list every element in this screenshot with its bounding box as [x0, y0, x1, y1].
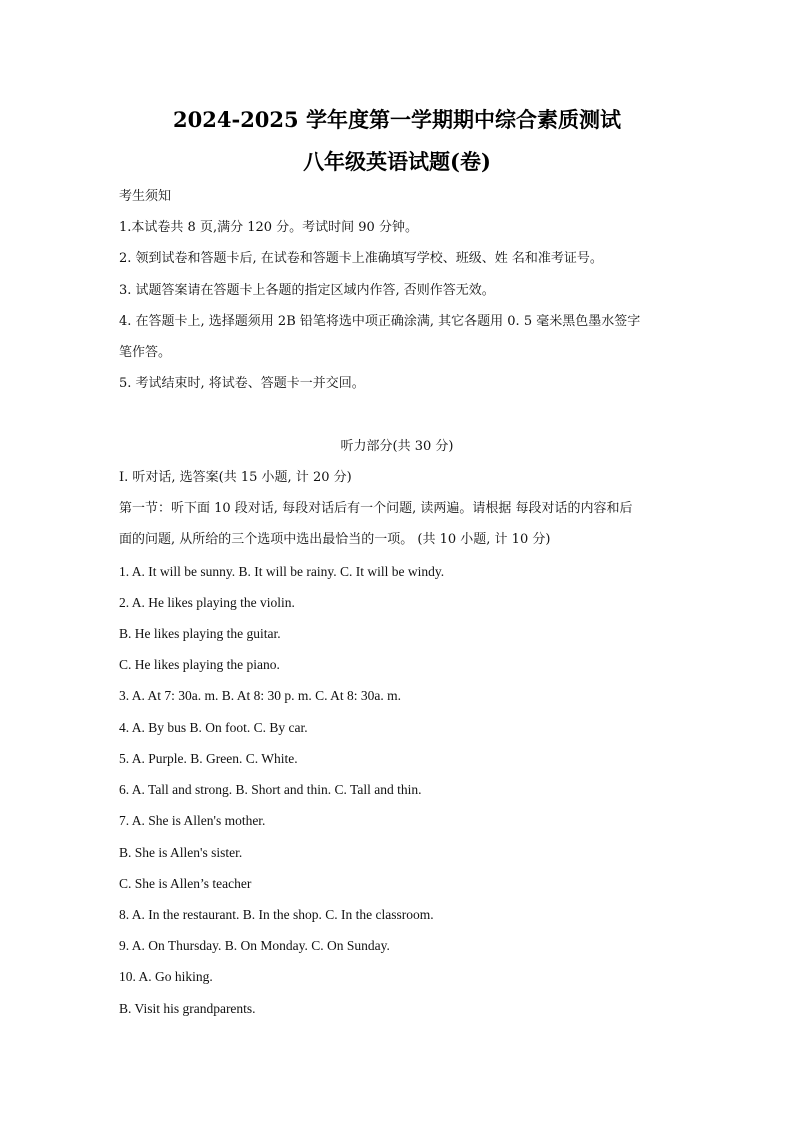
question-option: B. She is Allen's sister. [119, 845, 243, 860]
listening-part-title: 听力部分(共 30 分) [340, 439, 454, 454]
question-line: 8. A. In the restaurant. B. In the shop. C. In the classroom. [119, 907, 434, 922]
question-option: C. She is Allen’s teacher [119, 876, 252, 891]
question-line: 3. A. At 7: 30a. m. B. At 8: 30 p. m. C. At 8: 30a. m. [119, 688, 402, 703]
question-line: 10. A. Go hiking. [119, 969, 213, 984]
question-option: B. He likes playing the guitar. [119, 626, 281, 641]
notice-heading: 考生须知 [119, 189, 172, 204]
question-line: 1. A. It will be sunny. B. It will be rainy. C. It will be windy. [119, 564, 445, 579]
notice-item: 4. 在答题卡上, 选择题须用 2B 铅笔将选中项正确涂满, 其它各题用 0. 5 毫米黑色墨水签字 [119, 314, 641, 329]
notice-item: 3. 试题答案请在答题卡上各题的指定区域内作答, 否则作答无效。 [119, 283, 495, 298]
notice-item: 5. 考试结束时, 将试卷、答题卡一并交回。 [119, 376, 365, 391]
notice-item: 2. 领到试卷和答题卡后, 在试卷和答题卡上准确填写学校、班级、姓 名和准考证号。 [119, 251, 603, 266]
question-line: 5. A. Purple. B. Green. C. White. [119, 751, 298, 766]
question-line: 2. A. He likes playing the violin. [119, 595, 295, 610]
question-line: 6. A. Tall and strong. B. Short and thin. C. Tall and thin. [119, 782, 422, 797]
question-line: 4. A. By bus B. On foot. C. By car. [119, 720, 308, 735]
notice-item-continuation: 笔作答。 [119, 345, 172, 360]
exam-title: 2024-2025 学年度第一学期期中综合素质测试 [173, 107, 621, 132]
question-line: 9. A. On Thursday. B. On Monday. C. On Sunday. [119, 938, 390, 953]
section-instruction: 第一节：听下面 10 段对话, 每段对话后有一个问题, 读两遍。请根据 每段对话的内容和后 [119, 501, 633, 516]
notice-item: 1.本试卷共 8 页,满分 120 分。考试时间 90 分钟。 [119, 220, 418, 235]
question-option: B. Visit his grandparents. [119, 1001, 256, 1016]
question-option: C. He likes playing the piano. [119, 657, 280, 672]
section-title: I. 听对话, 选答案(共 15 小题, 计 20 分) [119, 470, 352, 485]
exam-subtitle: 八年级英语试题(卷) [303, 149, 491, 174]
section-instruction: 面的问题, 从所给的三个选项中选出最恰当的一项。 (共 10 小题, 计 10 分) [119, 532, 551, 547]
question-line: 7. A. She is Allen's mother. [119, 813, 266, 828]
